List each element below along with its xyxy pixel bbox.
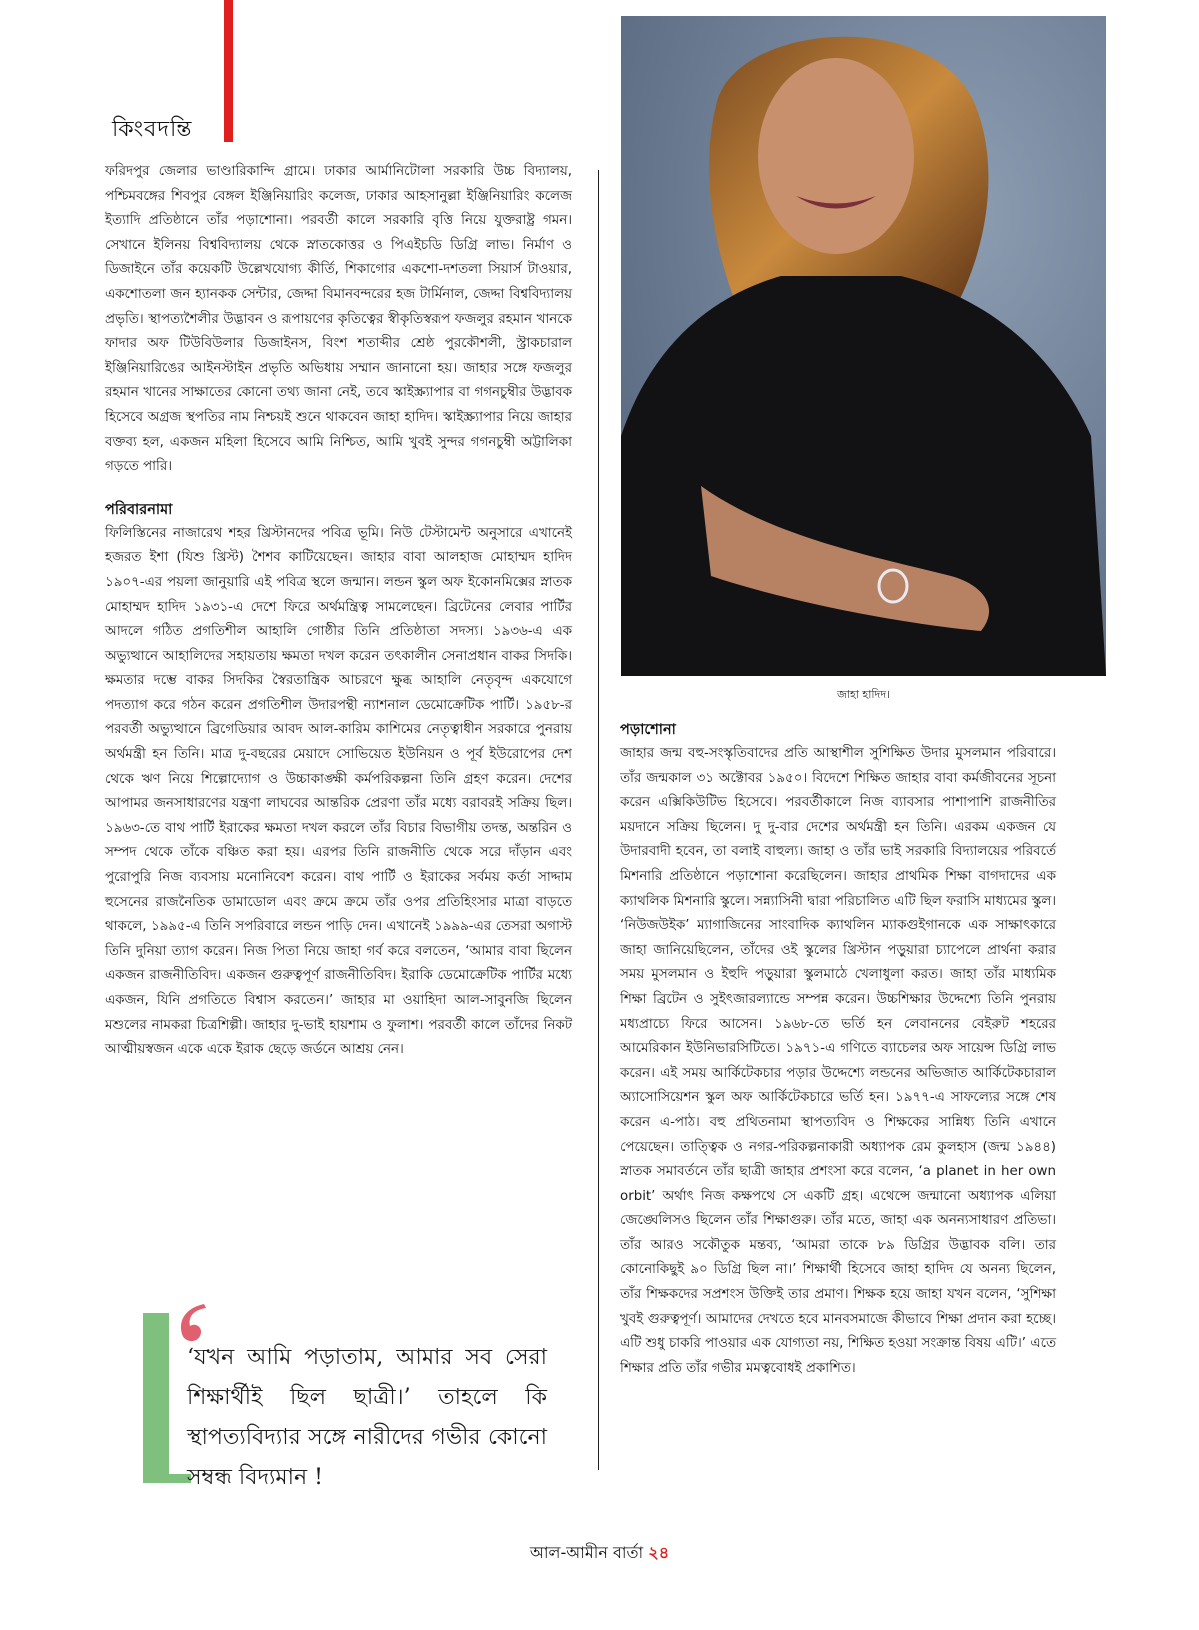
- family-paragraph: ফিলিস্তিনের নাজারেথ শহর খ্রিস্টানদের পবিত্র ভূমি। নিউ টেস্টামেন্ট অনুসারে এখানেই হজরত ইশা (যিশু খ্রিস্ট) শৈশব কাটিয়েছেন। জাহার বাবা আলহাজ মোহাম্মদ হাদিদ ১৯০৭-এর পয়লা জানুয়ারি এই পবিত্র স্থলে জন্মান। লন্ডন স্কুল অফ ইকোনমিক্সের স্নাতক মোহাম্মদ হাদিদ ১৯৩১-এ দেশে ফিরে অর্থমন্ত্রিত্ব সামলেছেন। ব্রিটেনের লেবার পার্টির আদলে গঠিত প্রগতিশীল আহালি গোষ্ঠীর তিনি প্রতিষ্ঠাতা সদস্য। ১৯৩৬-এ এক অভ্যুত্থানে আহালিদের সহায়তায় ক্ষমতা দখল করেন তৎকালীন সেনাপ্রধান বাকর সিদকি। ক্ষমতার দম্ভে বাকর সিদকির স্বৈরতান্ত্রিক আচরণে ক্ষুব্ধ আহালি নেতৃবৃন্দ একযোগে পদত্যাগ করে গঠন করেন প্রগতিশীল উদারপন্থী ন্যাশনাল ডেমোক্রেটিক পার্টি। ১৯৫৮-র পরবর্তী অভ্যুত্থানে ব্রিগেডিয়ার আবদ আল-কারিম কাশিমের নেতৃত্বাধীন সরকারে পুনরায় অর্থমন্ত্রী হন তিনি। মাত্র দু-বছরের মেয়াদে সোভিয়েত ইউনিয়ন ও পূর্ব ইউরোপের দেশ থেকে ঋণ নিয়ে শিল্পোদ্যোগ ও উচ্চাকাঙ্ক্ষী কর্মপরিকল্পনা তিনি গ্রহণ করেন। দেশের আপামর জনসাধারণের যন্ত্রণা লাঘবের আন্তরিক প্রেরণা তাঁর মধ্যে বরাবরই সক্রিয় ছিল। ১৯৬৩-তে বাথ পার্টি ইরাকের ক্ষমতা দখল করলে তাঁর বিচার বিভাগীয় তদন্ত, অন্তরিন ও সম্পদ থেকে তাঁকে বঞ্চিত করা হয়। এরপর তিনি রাজনীতি থেকে সরে দাঁড়ান এবং পুরোপুরি নিজ ব্যবসায় মনোনিবেশ করেন। বাথ পার্টি ও ইরাকের সর্বময় কর্তা সাদ্দাম হুসেনের রাজনৈতিক ডামাডোল এবং ক্রমে ক্রমে তাঁর ওপর প্রতিহিংসার মাত্রা বাড়তে থাকলে, ১৯৯৫-এ তিনি সপরিবারে লন্ডন পাড়ি দেন। এখানেই ১৯৯৯-এর তেসরা অগাস্ট তিনি দুনিয়া ত্যাগ করেন। নিজ পিতা নিয়ে জাহা গর্ব করে বলতেন, ‘আমার বাবা ছিলেন একজন রাজনীতিবিদ। একজন গুরুত্বপূর্ণ রাজনীতিবিদ। ইরাকি ডেমোক্রেটিক পার্টির মধ্যে একজন, যিনি প্রগতিতে বিশ্বাস করতেন।’ জাহার মা ওয়াহিদা আল-সাবুনজি ছিলেন মশুলের নামকরা চিত্রশিল্পী। জাহার দু-ভাই হায়শাম ও ফুলাশ। পরবর্তী কালে তাঁদের নিকট আত্মীয়স্বজন একে একে ইরাক ছেড়ে জর্ডনে আশ্রয় নেন।: [105, 525, 572, 1058]
- pull-quote-accent-bar: [143, 1313, 169, 1483]
- family-heading: পরিবারনামা: [105, 501, 173, 518]
- education-heading: পড়াশোনা: [620, 722, 676, 738]
- column-divider: [598, 170, 599, 1470]
- section-tag: কিংবদন্তি: [112, 117, 193, 142]
- education-paragraph: জাহার জন্ম বহু-সংস্কৃতিবাদের প্রতি আস্থাশীল সুশিক্ষিত উদার মুসলমান পরিবারে। তাঁর জন্মকাল ৩১ অক্টোবর ১৯৫০। বিদেশে শিক্ষিত জাহার বাবা কর্মজীবনের সূচনা করেন এক্সিকিউটিভ হিসেবে। পরবর্তীকালে নিজ ব্যাবসার পাশাপাশি রাজনীতির ময়দানে সক্রিয় ছিলেন। দু দু-বার দেশের অর্থমন্ত্রী হন তিনি। এরকম একজন যে উদারবাদী হবেন, তা বলাই বাহুল্য। জাহা ও তাঁর ভাই সরকারি বিদ্যালয়ের পরিবর্তে মিশনারি প্রতিষ্ঠানে পড়াশোনা করেছিলেন। জাহার প্রাথমিক শিক্ষা বাগদাদের এক ক্যাথলিক মিশনারি স্কুলে। সন্ন্যাসিনী দ্বারা পরিচালিত এটি ছিল ফরাসি মাধ্যমের স্কুল। ‘নিউজউইক’ ম্যাগাজিনের সাংবাদিক ক্যাথলিন ম্যাকগুইগানকে এক সাক্ষাৎকারে জাহা জানিয়েছিলেন, তাঁদের ওই স্কুলের খ্রিস্টান পড়ুয়ারা চ্যাপেলে প্রার্থনা করার সময় মুসলমান ও ইহুদি পড়ুয়ারা স্কুলমাঠে খেলাধুলা করত। জাহা তাঁর মাধ্যমিক শিক্ষা ব্রিটেন ও সুইৎজারল্যান্ডে সম্পন্ন করেন। উচ্চশিক্ষার উদ্দেশ্যে তিনি পুনরায় মধ্যপ্রাচ্যে ফিরে আসেন। ১৯৬৮-তে ভর্তি হন লেবাননের বেইরুট শহরের আমেরিকান ইউনিভারসিটিতে। ১৯৭১-এ গণিতে ব্যাচেলর অফ সায়েন্স ডিগ্রি লাভ করেন। এই সময় আর্কিটেকচার পড়ার উদ্দেশ্যে লন্ডনের অভিজাত আর্কিটেকচারাল অ্যাসোসিয়েশন স্কুল অফ আর্কিটেকচারে ভর্তি হন। ১৯৭৭-এ সাফল্যের সঙ্গে শেষ করেন এ-পাঠ। বহু প্রথিতনামা স্থাপত্যবিদ ও শিক্ষকের সান্নিধ্য তিনি এখানে পেয়েছেন। তাত্ত্বিক ও নগর-পরিকল্পনাকারী অধ্যাপক রেম কুলহাস (জন্ম ১৯৪৪) স্নাতক সমাবর্তনে তাঁর ছাত্রী জাহার প্রশংসা করে বলেন, ‘a planet in her own orbit’ অর্থাৎ নিজ কক্ষপথে সে একটি গ্রহ। এথেন্সে জন্মানো অধ্যাপক এলিয়া জেঙ্ঘেলিসও ছিলেন তাঁর শিক্ষাগুরু। তাঁর মতে, জাহা এক অনন্যসাধারণ প্রতিভা। তাঁর আরও সকৌতুক মন্তব্য, ‘আমরা তাকে ৮৯ ডিগ্রির উদ্ভাবক বলি। তার কোনোকিছুই ৯০ ডিগ্রি ছিল না।’ শিক্ষার্থী হিসেবে জাহা হাদিদ যে অনন্য ছিলেন, তাঁর শিক্ষকদের সপ্রশংস উক্তিই তার প্রমাণ। শিক্ষক হয়ে জাহা যখন বলেন, ‘সুশিক্ষা খুবই গুরুত্বপূর্ণ। আমাদের দেখতে হবে মানবসমাজে কীভাবে শিক্ষা প্রদান করা হচ্ছে। এটি শুধু চাকরি পাওয়ার এক যোগ্যতা নয়, শিক্ষিত হওয়া সংক্রান্ত বিষয় এটি।’ এতে শিক্ষার প্রতি তাঁর গভীর মমত্ববোধই প্রকাশিত।: [620, 746, 1057, 1376]
- magazine-name: আল-আমীন বার্তা: [529, 1543, 644, 1562]
- right-column: [620, 718, 1056, 1381]
- left-column: [105, 160, 572, 1063]
- intro-paragraph: ফরিদপুর জেলার ভাণ্ডারিকান্দি গ্রামে। ঢাকার আর্মানিটোলা সরকারি উচ্চ বিদ্যালয়, পশ্চিমবঙ্গের শিবপুর বেঙ্গল ইঞ্জিনিয়ারিং কলেজ, ঢাকার আহসানুল্লা ইঞ্জিনিয়ারিং কলেজ ইত্যাদি প্রতিষ্ঠানে তাঁর পড়াশোনা। পরবর্তী কালে সরকারি বৃত্তি নিয়ে যুক্তরাষ্ট্র গমন। সেখানে ইলিনয় বিশ্ববিদ্যালয় থেকে স্নাতকোত্তর ও পিএইচডি ডিগ্রি লাভ। নির্মাণ ও ডিজাইনে তাঁর কয়েকটি উল্লেখযোগ্য কীর্তি, শিকাগোর একশো-দশতলা সিয়ার্স টাওয়ার, একশোতলা জন হ্যানকক সেন্টার, জেদ্দা বিমানবন্দরের হজ টার্মিনাল, জেদ্দা বিশ্ববিদ্যালয় প্রভৃতি। স্থাপত্যশৈলীর উদ্ভাবন ও রূপায়ণের কৃতিত্বের স্বীকৃতিস্বরূপ ফজলুর রহমান খানকে ফাদার অফ টিউবিউলার ডিজাইনস, বিংশ শতাব্দীর শ্রেষ্ঠ পুরকৌশলী, স্ট্রাকচারাল ইঞ্জিনিয়ারিঙের আইনস্টাইন প্রভৃতি অভিধায় সম্মান জানানো হয়। জাহার সঙ্গে ফজলুর রহমান খানের সাক্ষাতের কোনো তথ্য জানা নেই, তবে স্কাইস্ক্র্যাপার বা গগনচুম্বীর উদ্ভাবক হিসেবে অগ্রজ স্থপতির নাম নিশ্চয়ই শুনে থাকবেন জাহা হাদিদ। স্কাইস্ক্র্যাপার নিয়ে জাহার বক্তব্য হল, একজন মহিলা হিসেবে আমি নিশ্চিত, আমি খুবই সুন্দর গগনচুম্বী অট্টালিকা গড়তে পারি।: [105, 164, 572, 475]
- page-footer: [0, 1540, 1199, 1567]
- pull-quote-accent-foot: [143, 1474, 191, 1483]
- section-accent-bar: [224, 0, 233, 142]
- page-number: ২৪: [648, 1543, 670, 1562]
- portrait-photo: [621, 16, 1106, 676]
- photo-caption: জাহা হাদিদ।: [836, 688, 891, 701]
- pull-quote: ‘যখন আমি পড়াতাম, আমার সব সেরা শিক্ষার্থীই ছিল ছাত্রী।’ তাহলে কি স্থাপত্যবিদ্যার সঙ্গে নারীদের গভীর কোনো সম্বন্ধ বিদ্যমান !: [187, 1345, 547, 1490]
